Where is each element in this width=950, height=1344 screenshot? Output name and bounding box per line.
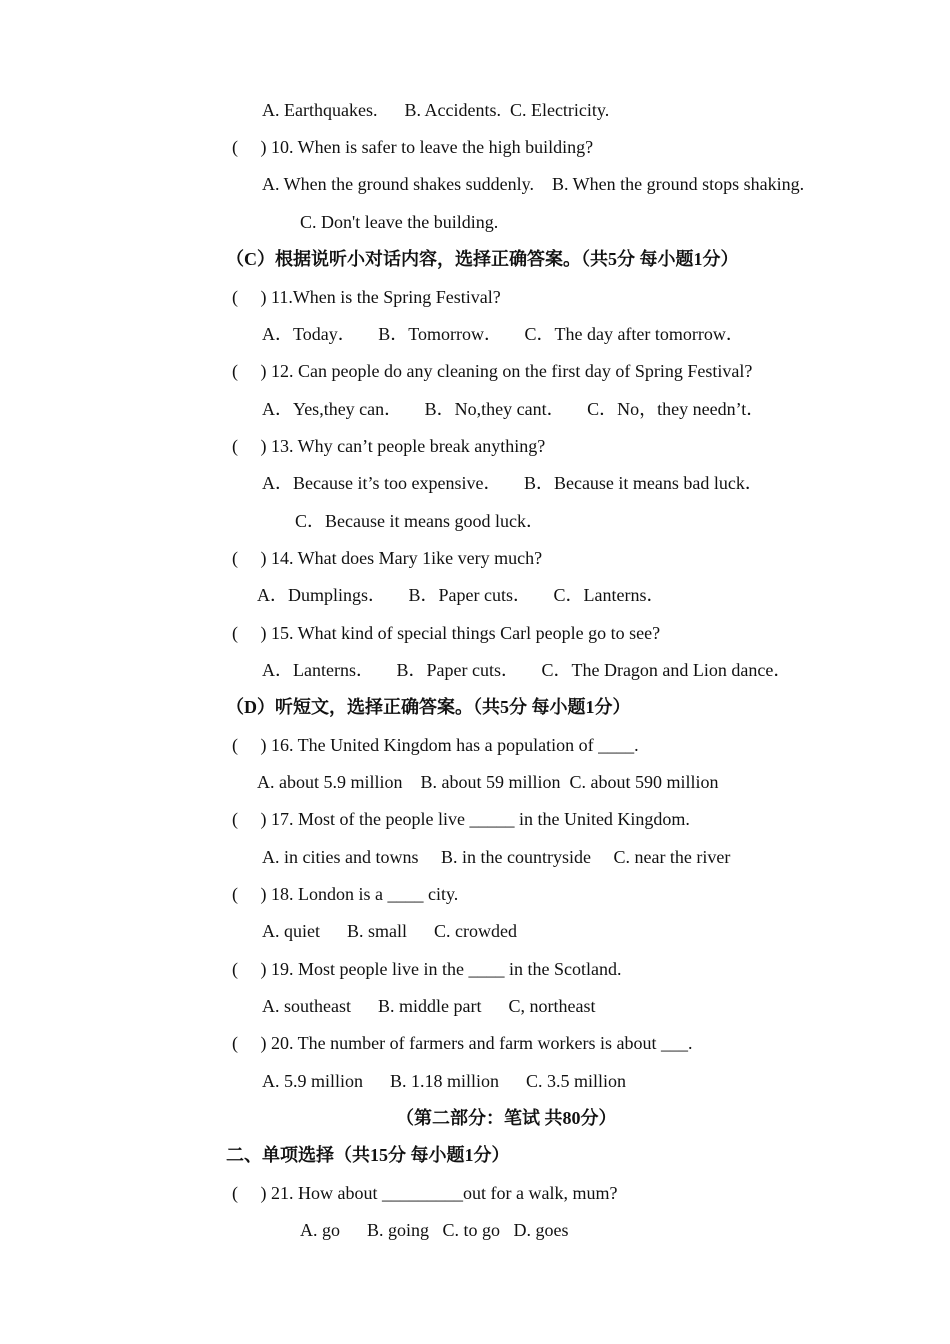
- question-21: ( ) 21. How about _________out for a walk, mum?: [232, 1183, 618, 1203]
- q13-options-ab: A．Because it’s too expensive． B．Because it means bad luck．: [262, 473, 763, 493]
- question-11: ( ) 11.When is the Spring Festival?: [232, 287, 501, 307]
- q21-options: A. go B. going C. to go D. goes: [300, 1220, 569, 1240]
- q14-options: A．Dumplings． B．Paper cuts． C．Lanterns．: [257, 585, 665, 605]
- q16-options: A. about 5.9 million B. about 59 million C. about 590 million: [257, 772, 719, 792]
- q11-options: A．Today． B．Tomorrow． C．The day after tomorrow．: [262, 324, 744, 344]
- question-18: ( ) 18. London is a ____ city.: [232, 884, 459, 904]
- q10-option-c: C. Don't leave the building.: [300, 212, 499, 232]
- question-14: ( ) 14. What does Mary 1ike very much?: [232, 548, 543, 568]
- question-16: ( ) 16. The United Kingdom has a population of ____.: [232, 735, 639, 755]
- q12-options: A．Yes,they can． B．No,they cant． C．No，they needn’t．: [262, 399, 765, 419]
- q19-options: A. southeast B. middle part C, northeast: [262, 996, 596, 1016]
- q20-options: A. 5.9 million B. 1.18 million C. 3.5 million: [262, 1071, 627, 1091]
- question-20: ( ) 20. The number of farmers and farm workers is about ___.: [232, 1033, 693, 1053]
- question-13: ( ) 13. Why can’t people break anything?: [232, 436, 546, 456]
- q10-options-ab: A. When the ground shakes suddenly. B. When the ground stops shaking.: [262, 174, 805, 194]
- q13-option-c: C．Because it means good luck．: [295, 511, 544, 531]
- question-12: ( ) 12. Can people do any cleaning on the first day of Spring Festival?: [232, 361, 753, 381]
- part-two-heading: （第二部分：笔试 共80分）: [396, 1108, 617, 1128]
- question-10: ( ) 10. When is safer to leave the high building?: [232, 137, 594, 157]
- q18-options: A. quiet B. small C. crowded: [262, 921, 517, 941]
- section-d-heading: （D）听短文，选择正确答案。（共5分 每小题1分）: [226, 697, 631, 717]
- q9-options: A. Earthquakes. B. Accidents. C. Electricity.: [262, 100, 610, 120]
- question-17: ( ) 17. Most of the people live _____ in the United Kingdom.: [232, 809, 690, 829]
- question-19: ( ) 19. Most people live in the ____ in the Scotland.: [232, 959, 622, 979]
- q17-options: A. in cities and towns B. in the countryside C. near the river: [262, 847, 731, 867]
- section-c-heading: （C）根据说听小对话内容，选择正确答案。（共5分 每小题1分）: [226, 249, 739, 269]
- q15-options: A．Lanterns． B．Paper cuts． C．The Dragon and Lion dance．: [262, 660, 792, 680]
- question-15: ( ) 15. What kind of special things Carl people go to see?: [232, 623, 661, 643]
- section-2-heading: 二、单项选择（共15分 每小题1分）: [226, 1145, 510, 1165]
